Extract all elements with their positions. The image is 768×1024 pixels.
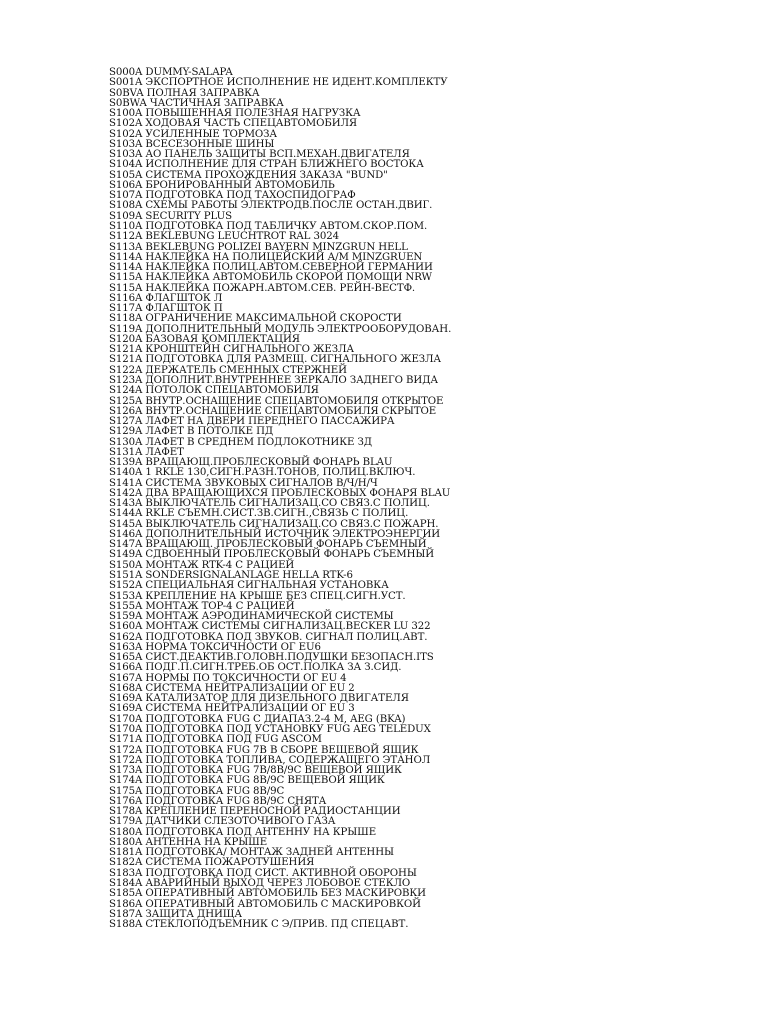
option-code-line: S0BVA ПОЛНАЯ ЗАПРАВКА — [109, 87, 260, 99]
option-code-line: S182A СИСТЕМА ПОЖАРОТУШЕНИЯ — [109, 857, 315, 869]
option-code-line: S129A ЛАФЕТ В ПОТОЛКЕ ПД — [109, 426, 274, 438]
option-code-line: S118A ОГРАНИЧЕНИЕ МАКСИМАЛЬНОЙ СКОРОСТИ — [109, 313, 402, 325]
option-code-line: S183A ПОДГОТОВКА ПОД СИСТ. АКТИВНОЙ ОБОРОНЫ — [109, 867, 417, 879]
option-code-line: S149A СДВОЕННЫЙ ПРОБЛЕСКОВЫЙ ФОНАРЬ СЪЕМНЫЙ — [109, 549, 435, 561]
option-code-line: S153A КРЕПЛЕНИЕ НА КРЫШЕ БЕЗ СПЕЦ.СИГН.УСТ. — [109, 590, 406, 602]
option-code-line: S145A ВЫКЛЮЧАТЕЛЬ СИГНАЛИЗАЦ.СО СВЯЗ.С ПОЖАРН. — [109, 518, 439, 530]
option-code-line: S171A ПОДГОТОВКА ПОД FUG ASCOM — [109, 734, 322, 746]
option-code-line: S180A ПОДГОТОВКА ПОД АНТЕННУ НА КРЫШЕ — [109, 826, 377, 838]
option-code-line: S103A АО ПАНЕЛЬ ЗАЩИТЫ ВСП.МЕХАН.ДВИГАТЕЛЯ — [109, 149, 410, 161]
option-code-line: S168A СИСТЕМА НЕЙТРАЛИЗАЦИИ ОГ EU 2 — [109, 682, 355, 694]
option-code-list — [109, 68, 451, 930]
option-code-line: S180A АНТЕННА НА КРЫШЕ — [109, 836, 268, 848]
option-code-line: S114A НАКЛЕЙКА НА ПОЛИЦЕЙСКИЙ А/М MINZGRUEN — [109, 251, 423, 263]
option-code-line: S160A МОНТАЖ СИСТЕМЫ СИГНАЛИЗАЦ.BECKER LU 322 — [109, 621, 431, 633]
option-code-line: S163A НОРМА ТОКСИЧНОСТИ ОГ EU6 — [109, 641, 321, 653]
option-code-line: S130A ЛАФЕТ В СРЕДНЕМ ПОДЛОКОТНИКЕ ЗД — [109, 436, 372, 448]
option-code-line: S117A ФЛАГШТОК П — [109, 303, 223, 315]
option-code-line: S127A ЛАФЕТ НА ДВЕРИ ПЕРЕДНЕГО ПАССАЖИРА — [109, 416, 395, 428]
option-code-line: S178A КРЕПЛЕНИЕ ПЕРЕНОСНОЙ РАДИОСТАНЦИИ — [109, 806, 401, 818]
option-code-line: S0BWA ЧАСТИЧНАЯ ЗАПРАВКА — [109, 97, 284, 109]
option-code-line: S172A ПОДГОТОВКА FUG 7B В СБОРЕ ВЕЩЕВОЙ ЯЩИК — [109, 744, 419, 756]
option-code-line: S103A ВСЕСЕЗОННЫЕ ШИНЫ — [109, 138, 275, 150]
option-code-line: S125A ВНУТР.ОСНАЩЕНИЕ СПЕЦАВТОМОБИЛЯ ОТКРЫТОЕ — [109, 395, 444, 407]
option-code-line: S142A ДВА ВРАЩАЮЩИХСЯ ПРОБЛЕСКОВЫХ ФОНАРЯ BLAU — [109, 487, 451, 499]
option-code-line: S001A ЭКСПОРТНОЕ ИСПОЛНЕНИЕ НЕ ИДЕНТ.КОМПЛЕКТУ — [109, 77, 448, 89]
option-code-line: S185A ОПЕРАТИВНЫЙ АВТОМОБИЛЬ БЕЗ МАСКИРОВКИ — [109, 888, 426, 900]
option-code-line: S166A ПОДГ.П.СИГН.ТРЕБ.ОБ ОСТ.ПОЛКА ЗА З.СИД. — [109, 662, 402, 674]
option-code-line: S112A BEKLEBUNG LEUCHTROT RAL 3024 — [109, 231, 339, 243]
option-code-line: S121A ПОДГОТОВКА ДЛЯ РАЗМЕЩ. СИГНАЛЬНОГО ЖЕЗЛА — [109, 354, 442, 366]
option-code-line: S170A ПОДГОТОВКА FUG С ДИАПАЗ.2-4 M, AEG (BKA) — [109, 713, 406, 725]
option-code-line: S102A ХОДОВАЯ ЧАСТЬ СПЕЦАВТОМОБИЛЯ — [109, 118, 358, 130]
option-code-line: S116A ФЛАГШТОК Л — [109, 292, 223, 304]
option-code-line: S151A SONDERSIGNALANLAGE HELLA RTK-6 — [109, 570, 353, 582]
option-code-line: S108A СХЕМЫ РАБОТЫ ЭЛЕКТРОДВ.ПОСЛЕ ОСТАН.ДВИГ. — [109, 200, 433, 212]
option-code-line: S143A ВЫКЛЮЧАТЕЛЬ СИГНАЛИЗАЦ.СО СВЯЗ.С ПОЛИЦ. — [109, 498, 430, 510]
option-code-line: S159A МОНТАЖ АЭРОДИНАМИЧЕСКОЙ СИСТЕМЫ — [109, 611, 394, 623]
option-code-line: S175A ПОДГОТОВКА FUG 8B/9C — [109, 785, 285, 797]
option-code-line: S188A СТЕКЛОПОДЪЕМНИК С Э/ПРИВ. ПД СПЕЦАВТ. — [109, 919, 409, 931]
option-code-line: S147A ВРАЩАЮЩ. ПРОБЛЕСКОВЫЙ ФОНАРЬ СЪЕМНЫЙ — [109, 539, 427, 551]
option-code-line: S120A БАЗОВАЯ КОМПЛЕКТАЦИЯ — [109, 333, 300, 345]
option-code-line: S115A НАКЛЕЙКА АВТОМОБИЛЬ СКОРОЙ ПОМОЩИ NRW — [109, 272, 432, 284]
option-code-line: S104A ИСПОЛНЕНИЕ ДЛЯ СТРАН БЛИЖНЕГО ВОСТОКА — [109, 159, 424, 171]
option-code-line: S174A ПОДГОТОВКА FUG 8B/9C ВЕЩЕВОЙ ЯЩИК — [109, 775, 385, 787]
option-code-line: S162A ПОДГОТОВКА ПОД ЗВУКОВ. СИГНАЛ ПОЛИЦ.АВТ. — [109, 631, 428, 643]
option-code-line: S100A ПОВЫШЕННАЯ ПОЛЕЗНАЯ НАГРУЗКА — [109, 108, 361, 120]
option-code-line: S144A RKLE СЪЕМН.СИСТ.ЗВ.СИГН.,СВЯЗЬ С ПОЛИЦ. — [109, 508, 409, 520]
option-code-line: S121A КРОНШТЕЙН СИГНАЛЬНОГО ЖЕЗЛА — [109, 344, 354, 356]
option-code-line: S115A НАКЛЕЙКА ПОЖАРН.АВТОМ.СЕВ. РЕЙН-ВЕСТФ. — [109, 282, 416, 294]
option-code-line: S169A КАТАЛИЗАТОР ДЛЯ ДИЗЕЛЬНОГО ДВИГАТЕЛЯ — [109, 693, 409, 705]
option-code-line: S179A ДАТЧИКИ СЛЕЗОТОЧИВОГО ГАЗА — [109, 816, 336, 828]
option-code-line: S146A ДОПОЛНИТЕЛЬНЫЙ ИСТОЧНИК ЭЛЕКТРОЭНЕРГИИ — [109, 528, 441, 540]
option-code-line: S169A СИСТЕМА НЕЙТРАЛИЗАЦИИ ОГ EU 3 — [109, 703, 355, 715]
option-code-line: S107A ПОДГОТОВКА ПОД ТАХОСПИДОГРАФ — [109, 190, 356, 202]
option-code-line: S173A ПОДГОТОВКА FUG 7B/8B/9C ВЕЩЕВОЙ ЯЩИК — [109, 765, 402, 777]
option-code-line: S105A СИСТЕМА ПРОХОЖДЕНИЯ ЗАКАЗА "BUND" — [109, 169, 388, 181]
option-code-line: S152A СПЕЦИАЛЬНАЯ СИГНАЛЬНАЯ УСТАНОВКА — [109, 580, 389, 592]
option-code-line: S139A ВРАЩАЮЩ.ПРОБЛЕСКОВЫЙ ФОНАРЬ BLAU — [109, 457, 393, 469]
option-code-line: S140A 1 RKLE 130,СИГН.РАЗН.ТОНОВ, ПОЛИЦ.ВКЛЮЧ. — [109, 467, 416, 479]
option-code-line: S119A ДОПОЛНИТЕЛЬНЫЙ МОДУЛЬ ЭЛЕКТРООБОРУДОВАН. — [109, 323, 452, 335]
option-code-line: S155A МОНТАЖ TOP-4 С РАЦИЕЙ — [109, 600, 295, 612]
option-code-line: S110A ПОДГОТОВКА ПОД ТАБЛИЧКУ АВТОМ.СКОР.ПОМ. — [109, 220, 428, 232]
option-code-line: S102A УСИЛЕННЫЕ ТОРМОЗА — [109, 128, 278, 140]
option-code-line: S000A DUMMY-SALAPA — [109, 67, 233, 78]
option-code-line: S186A ОПЕРАТИВНЫЙ АВТОМОБИЛЬ С МАСКИРОВКОЙ — [109, 898, 421, 910]
option-code-line: S114A НАКЛЕЙКА ПОЛИЦ.АВТОМ.СЕВЕРНОЙ ГЕРМАНИИ — [109, 262, 433, 274]
option-code-line: S109A SECURITY PLUS — [109, 210, 232, 222]
option-code-line: S150A МОНТАЖ RTK-4 С РАЦИЕЙ — [109, 559, 295, 571]
option-code-line: S187A ЗАЩИТА ДНИЩА — [109, 908, 242, 920]
option-code-line: S184A АВАРИЙНЫЙ ВЫХОД ЧЕРЕЗ ЛОБОВОЕ СТЕКЛО — [109, 877, 411, 889]
option-code-line: S131A ЛАФЕТ — [109, 446, 184, 458]
option-code-line: S106A БРОНИРОВАННЫЙ АВТОМОБИЛЬ — [109, 179, 335, 191]
option-code-line: S170A ПОДГОТОВКА ПОД УСТАНОВКУ FUG AEG TELEDUX — [109, 724, 431, 735]
option-code-line: S167A НОРМЫ ПО ТОКСИЧНОСТИ ОГ EU 4 — [109, 672, 347, 684]
option-code-line: S176A ПОДГОТОВКА FUG 8B/9C СНЯТА — [109, 795, 327, 807]
option-code-line: S122A ДЕРЖАТЕЛЬ СМЕННЫХ СТЕРЖНЕЙ — [109, 364, 347, 376]
option-code-line: S172A ПОДГОТОВКА ТОПЛИВА, СОДЕРЖАЩЕГО ЭТАНОЛ — [109, 754, 431, 766]
option-code-line: S165A СИСТ.ДЕАКТИВ.ГОЛОВН.ПОДУШКИ БЕЗОПАСН.ITS — [109, 652, 434, 664]
option-code-line: S141A СИСТЕМА ЗВУКОВЫХ СИГНАЛОВ В/Ч/Н/Ч — [109, 477, 378, 489]
option-code-line: S123A ДОПОЛНИТ.ВНУТРЕННЕЕ ЗЕРКАЛО ЗАДНЕГО ВИДА — [109, 374, 438, 386]
option-code-line: S181A ПОДГОТОВКА/ МОНТАЖ ЗАДНЕЙ АНТЕННЫ — [109, 847, 394, 859]
option-code-line: S126A ВНУТР.ОСНАЩЕНИЕ СПЕЦАВТОМОБИЛЯ СКРЫТОЕ — [109, 405, 437, 417]
option-code-line: S113A BEKLEBUNG POLIZEI BAYERN MINZGRUN HELL — [109, 241, 408, 253]
option-code-line: S124A ПОТОЛОК СПЕЦАВТОМОБИЛЯ — [109, 385, 319, 397]
